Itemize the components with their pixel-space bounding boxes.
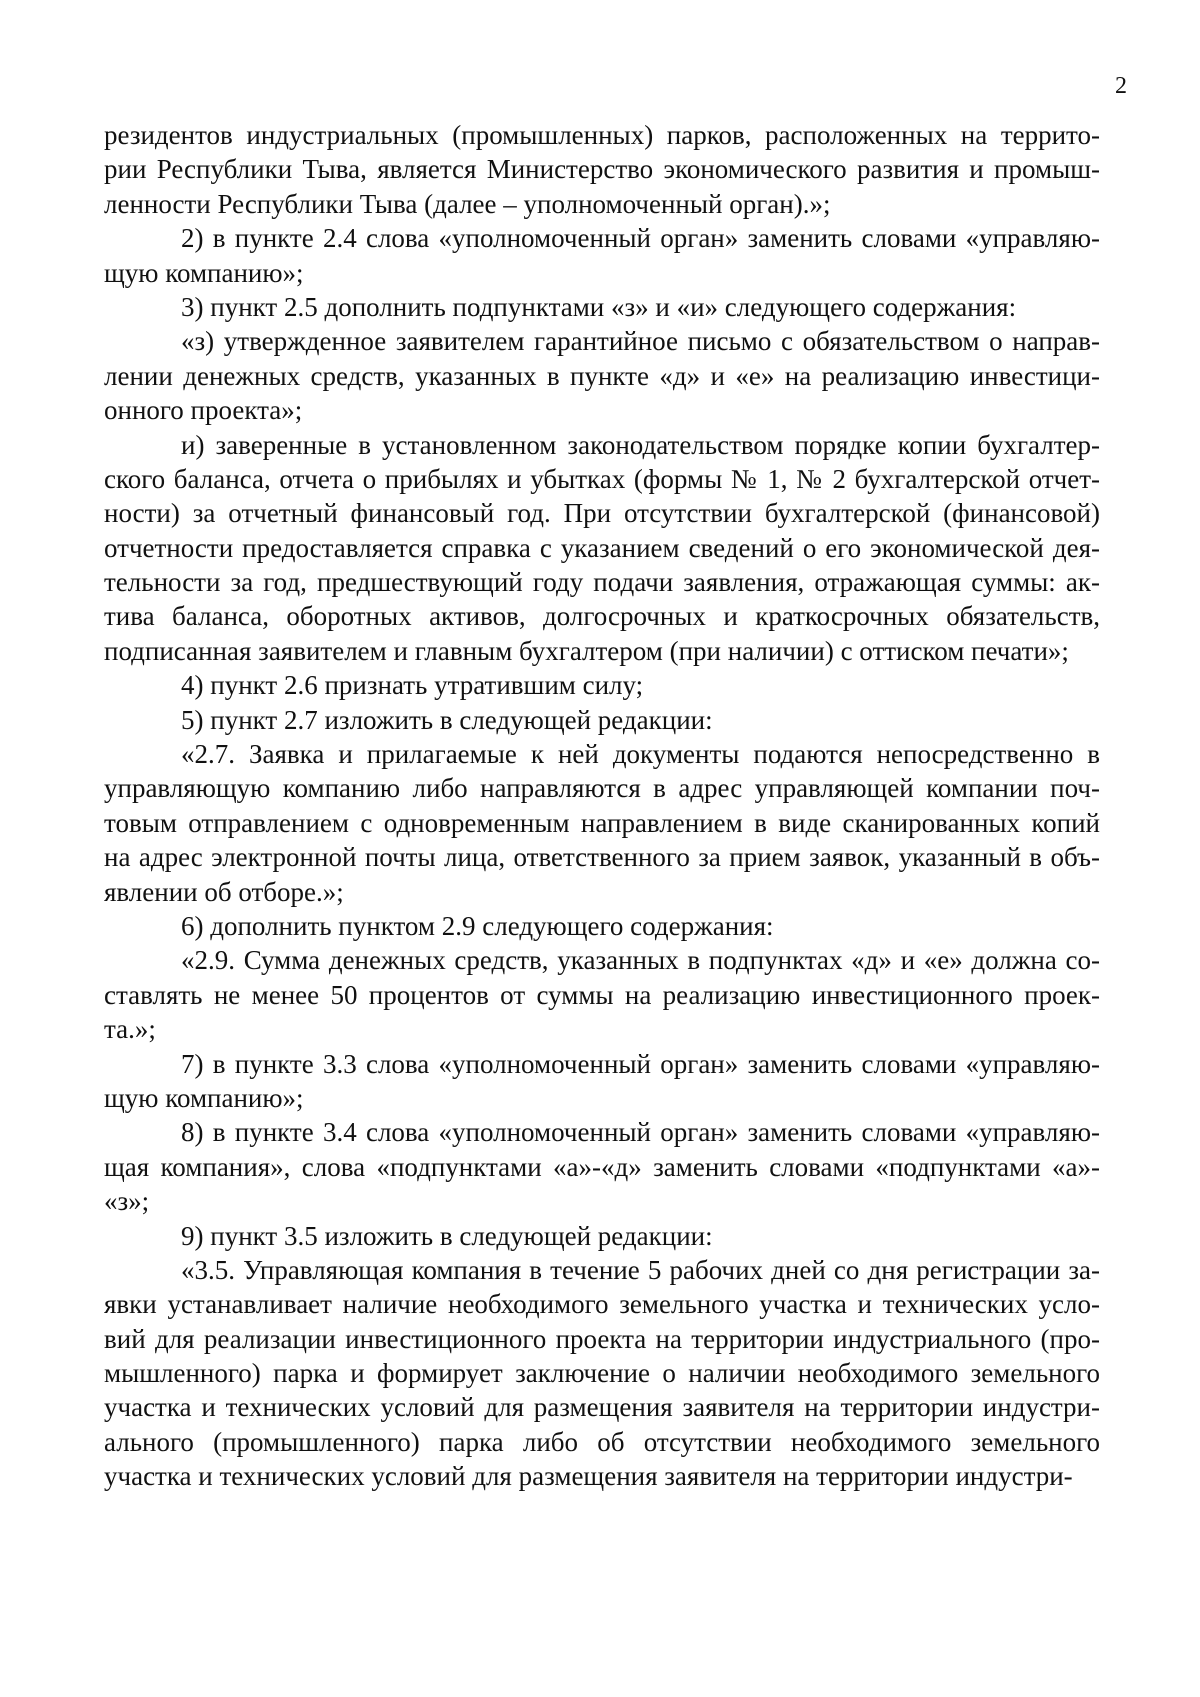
text-line: явки устанавливает наличие необходимого земельного участка и технических усло- bbox=[104, 1289, 1100, 1320]
text-line: 6) дополнить пунктом 2.9 следующего содержания: bbox=[181, 910, 774, 941]
text-line: 7) в пункте 3.3 слова «уполномоченный орган» заменить словами «управляю- bbox=[181, 1048, 1100, 1079]
text-line: и) заверенные в установленном законодательством порядке копии бухгалтер- bbox=[181, 429, 1100, 460]
paragraph bbox=[104, 324, 1100, 427]
text-line: ального (промышленного) парка либо об отсутствии необходимого земельного bbox=[104, 1426, 1100, 1457]
paragraph bbox=[104, 943, 1100, 1046]
paragraph bbox=[104, 290, 1100, 324]
text-line: участка и технических условий для размещения заявителя на территории индустри- bbox=[104, 1461, 1073, 1492]
text-line: ленности Республики Тыва (далее – уполномоченный орган).»; bbox=[104, 188, 831, 219]
paragraph bbox=[104, 1253, 1100, 1494]
text-line: мышленного) парка и формирует заключение о наличии необходимого земельного bbox=[104, 1358, 1100, 1389]
text-line: тельности за год, предшествующий году подачи заявления, отражающая суммы: ак- bbox=[104, 567, 1100, 598]
text-line: резидентов индустриальных (промышленных) парков, расположенных на террито- bbox=[104, 120, 1100, 150]
text-line: отчетности предоставляется справка с указанием сведений о его экономической дея- bbox=[104, 532, 1100, 563]
paragraph bbox=[104, 668, 1100, 702]
text-line: щую компанию»; bbox=[104, 1082, 304, 1113]
text-line: щая компания», слова «подпунктами «а»-«д» заменить словами «подпунктами «а»- bbox=[104, 1151, 1100, 1182]
text-line: на адрес электронной почты лица, ответственного за прием заявок, указанный в объ- bbox=[104, 842, 1100, 873]
text-line: 4) пункт 2.6 признать утратившим силу; bbox=[181, 670, 644, 701]
text-line: вий для реализации инвестиционного проекта на территории индустриального (про- bbox=[104, 1323, 1100, 1354]
text-line: 3) пункт 2.5 дополнить подпунктами «з» и «и» следующего содержания: bbox=[181, 291, 1017, 322]
text-line: щую компанию»; bbox=[104, 257, 304, 288]
document-body bbox=[104, 118, 1100, 1494]
text-line: 2) в пункте 2.4 слова «уполномоченный орган» заменить словами «управляю- bbox=[181, 223, 1100, 254]
page-number: 2 bbox=[1115, 73, 1127, 99]
text-line: товым отправлением с одновременным направлением в виде сканированных копий bbox=[104, 807, 1100, 838]
text-line: ского баланса, отчета о прибылях и убытках (формы № 1, № 2 бухгалтерской отчет- bbox=[104, 463, 1100, 494]
paragraph bbox=[104, 221, 1100, 290]
paragraph bbox=[104, 1047, 1100, 1116]
text-line: «3.5. Управляющая компания в течение 5 рабочих дней со дня регистрации за- bbox=[181, 1254, 1100, 1285]
text-line: 8) в пункте 3.4 слова «уполномоченный орган» заменить словами «управляю- bbox=[181, 1117, 1100, 1148]
text-line: подписанная заявителем и главным бухгалтером (при наличии) с оттиском печати»; bbox=[104, 635, 1069, 666]
paragraph bbox=[104, 1219, 1100, 1253]
paragraph bbox=[104, 118, 1100, 221]
text-line: онного проекта»; bbox=[104, 395, 303, 426]
text-line: участка и технических условий для размещения заявителя на территории индустри- bbox=[104, 1392, 1100, 1423]
text-line: управляющую компанию либо направляются в адрес управляющей компании поч- bbox=[104, 773, 1100, 804]
text-line: «з»; bbox=[104, 1186, 150, 1217]
text-line: «з) утвержденное заявителем гарантийное письмо с обязательством о направ- bbox=[181, 326, 1100, 357]
text-line: ности) за отчетный финансовый год. При отсутствии бухгалтерской (финансовой) bbox=[104, 498, 1100, 529]
text-line: «2.9. Сумма денежных средств, указанных в подпунктах «д» и «е» должна со- bbox=[181, 945, 1100, 976]
text-line: та.»; bbox=[104, 1014, 156, 1045]
paragraph bbox=[104, 703, 1100, 737]
text-line: явлении об отборе.»; bbox=[104, 876, 344, 907]
text-line: лении денежных средств, указанных в пункте «д» и «е» на реализацию инвестици- bbox=[104, 360, 1100, 391]
text-line: рии Республики Тыва, является Министерство экономического развития и промыш- bbox=[104, 154, 1100, 185]
paragraph bbox=[104, 428, 1100, 669]
paragraph bbox=[104, 909, 1100, 943]
text-line: «2.7. Заявка и прилагаемые к ней документы подаются непосредственно в bbox=[181, 739, 1100, 770]
text-line: 9) пункт 3.5 изложить в следующей редакции: bbox=[181, 1220, 713, 1251]
text-line: ставлять не менее 50 процентов от суммы на реализацию инвестиционного проек- bbox=[104, 979, 1100, 1010]
text-line: тива баланса, оборотных активов, долгосрочных и краткосрочных обязательств, bbox=[104, 601, 1100, 632]
paragraph bbox=[104, 737, 1100, 909]
text-line: 5) пункт 2.7 изложить в следующей редакции: bbox=[181, 704, 713, 735]
paragraph bbox=[104, 1115, 1100, 1218]
